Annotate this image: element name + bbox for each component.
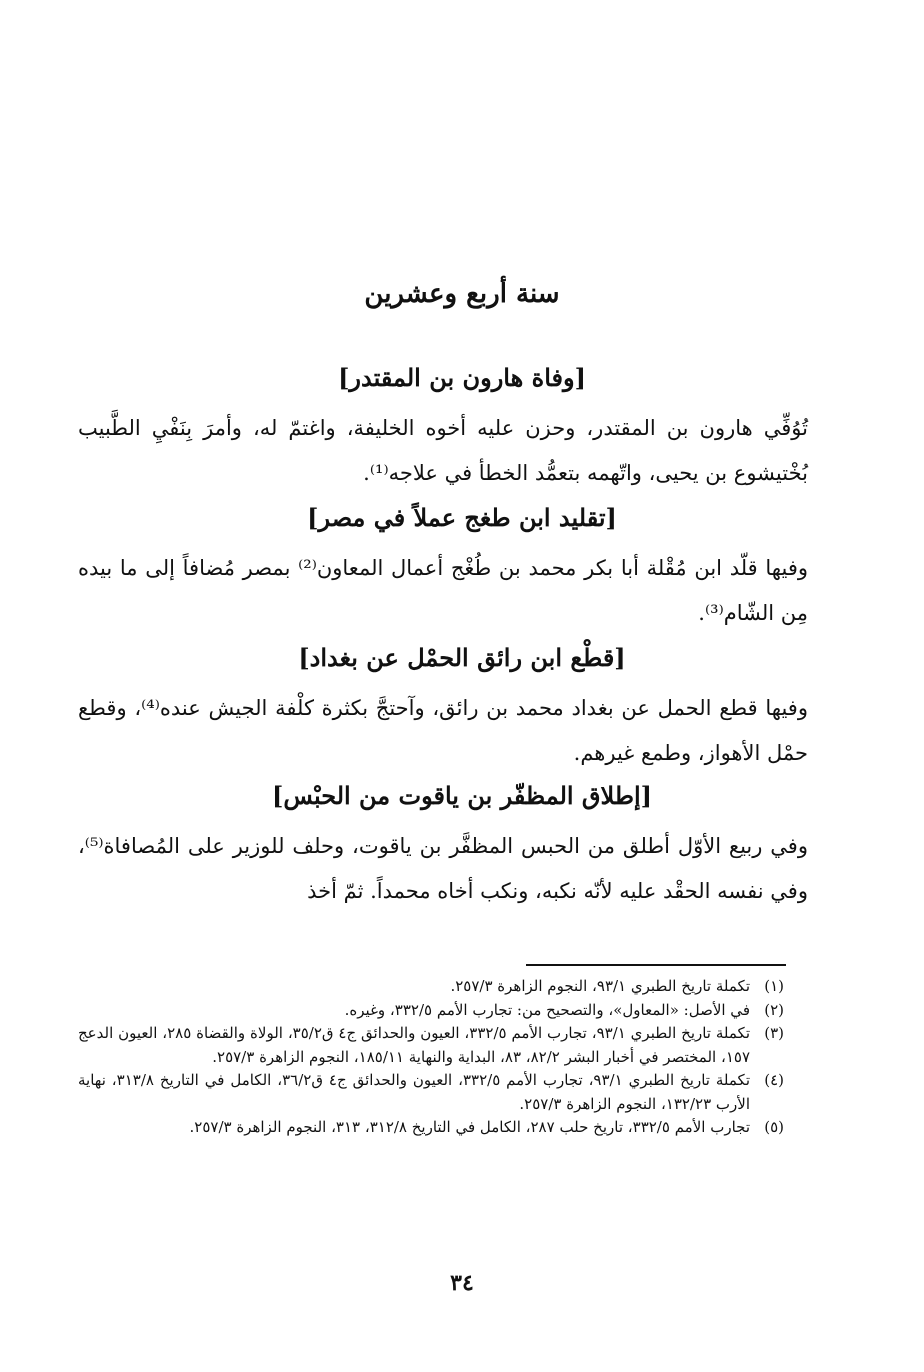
section-body-ibn-raiq-baghdad: وفيها قطع الحمل عن بغداد محمد بن رائق، وآحتجَّ بكثرة كلْفة الجيش عنده⁽⁴⁾، وقطع حمْل الأهواز، وطمع غيرهم. [78, 696, 808, 765]
footnote-divider [526, 964, 786, 966]
footnote-text: تكملة تاريخ الطبري ٩٣/١، تجارب الأمم ٣٣٢/٥، العيون والحدائق ج٤ ق٣٥/٢، الولاة والقضاة ٢٨٥، العيون الدعج ١٥٧، المختصر في أخبار البشر ٨٢/٢، ٨٣، البداية والنهاية ١٨٥/١١، النجوم الزاهرة ٢٥٧/٣. [78, 1024, 750, 1066]
section-heading-ibn-tughj-egypt: [تقليد ابن طغج عملاً في مصر] [307, 503, 617, 532]
section-body-ibn-tughj-egypt: وفيها قلّد ابن مُقْلة أبا بكر محمد بن طُغْج أعمال المعاون⁽²⁾ بمصر مُضافاً إلى ما بيده مِن الشّام⁽³⁾. [78, 556, 809, 625]
footnote-number: (٤) [764, 1071, 784, 1089]
page-number: ٣٤ [450, 1270, 474, 1296]
footnote-number: (٢) [764, 1000, 784, 1019]
footnote-number: (١) [764, 977, 784, 995]
footnotes [78, 975, 784, 1140]
footnote-item [78, 1022, 784, 1069]
footnote-text: تكملة تاريخ الطبري ٩٣/١، النجوم الزاهرة ٢٥٧/٣. [450, 977, 750, 995]
footnote-item [78, 999, 784, 1023]
footnote-item [78, 1069, 784, 1116]
year-title: سنة أربع وعشرين [364, 279, 560, 309]
footnote-number: (٣) [764, 1024, 784, 1042]
section-body-release-muzaffar: وفي ربيع الأوّل أطلق من الحبس المظفَّر بن ياقوت، وحلف للوزير على المُصافاة⁽⁵⁾، وفي نفسه الحقْد عليه لأنّه نكبه، ونكب أخاه محمداً. ثمّ أخذ [78, 834, 808, 903]
footnote-number: (٥) [764, 1118, 784, 1136]
section-body-death-of-harun: تُوُفِّي هارون بن المقتدر، وحزن عليه أخوه الخليفة، واغتمّ له، وأمرَ بِنَفْيِ الطَّبيب بُخْتيشوع بن يحيى، واتّهمه بتعمُّد الخطأ في علاجه⁽¹⁾. [78, 416, 808, 485]
footnote-item [78, 1116, 784, 1140]
footnote-text: تجارب الأمم ٣٣٢/٥، تاريخ حلب ٢٨٧، الكامل في التاريخ ٣١٢/٨، ٣١٣، النجوم الزاهرة ٢٥٧/٣. [189, 1118, 750, 1136]
section-heading-ibn-raiq-baghdad: [قطْع ابن رائق الحمْل عن بغداد] [298, 643, 626, 672]
footnote-text: تكملة تاريخ الطبري ٩٣/١، تجارب الأمم ٣٣٢/٥، العيون والحدائق ج٤ ق٣٦/٢، الكامل في التاريخ ٣١٣/٨، نهاية الأرب ١٣٢/٢٣، النجوم الزاهرة ٢٥٧/٣. [78, 1071, 751, 1113]
section-heading-death-of-harun: [وفاة هارون بن المقتدر] [338, 363, 586, 392]
footnote-text: في الأصل: «المعاول»، والتصحيح من: تجارب الأمم ٣٣٢/٥، وغيره. [344, 1000, 750, 1019]
footnote-item [78, 975, 784, 999]
section-heading-release-muzaffar: [إطلاق المظفّر بن ياقوت من الحبْس] [272, 781, 652, 810]
